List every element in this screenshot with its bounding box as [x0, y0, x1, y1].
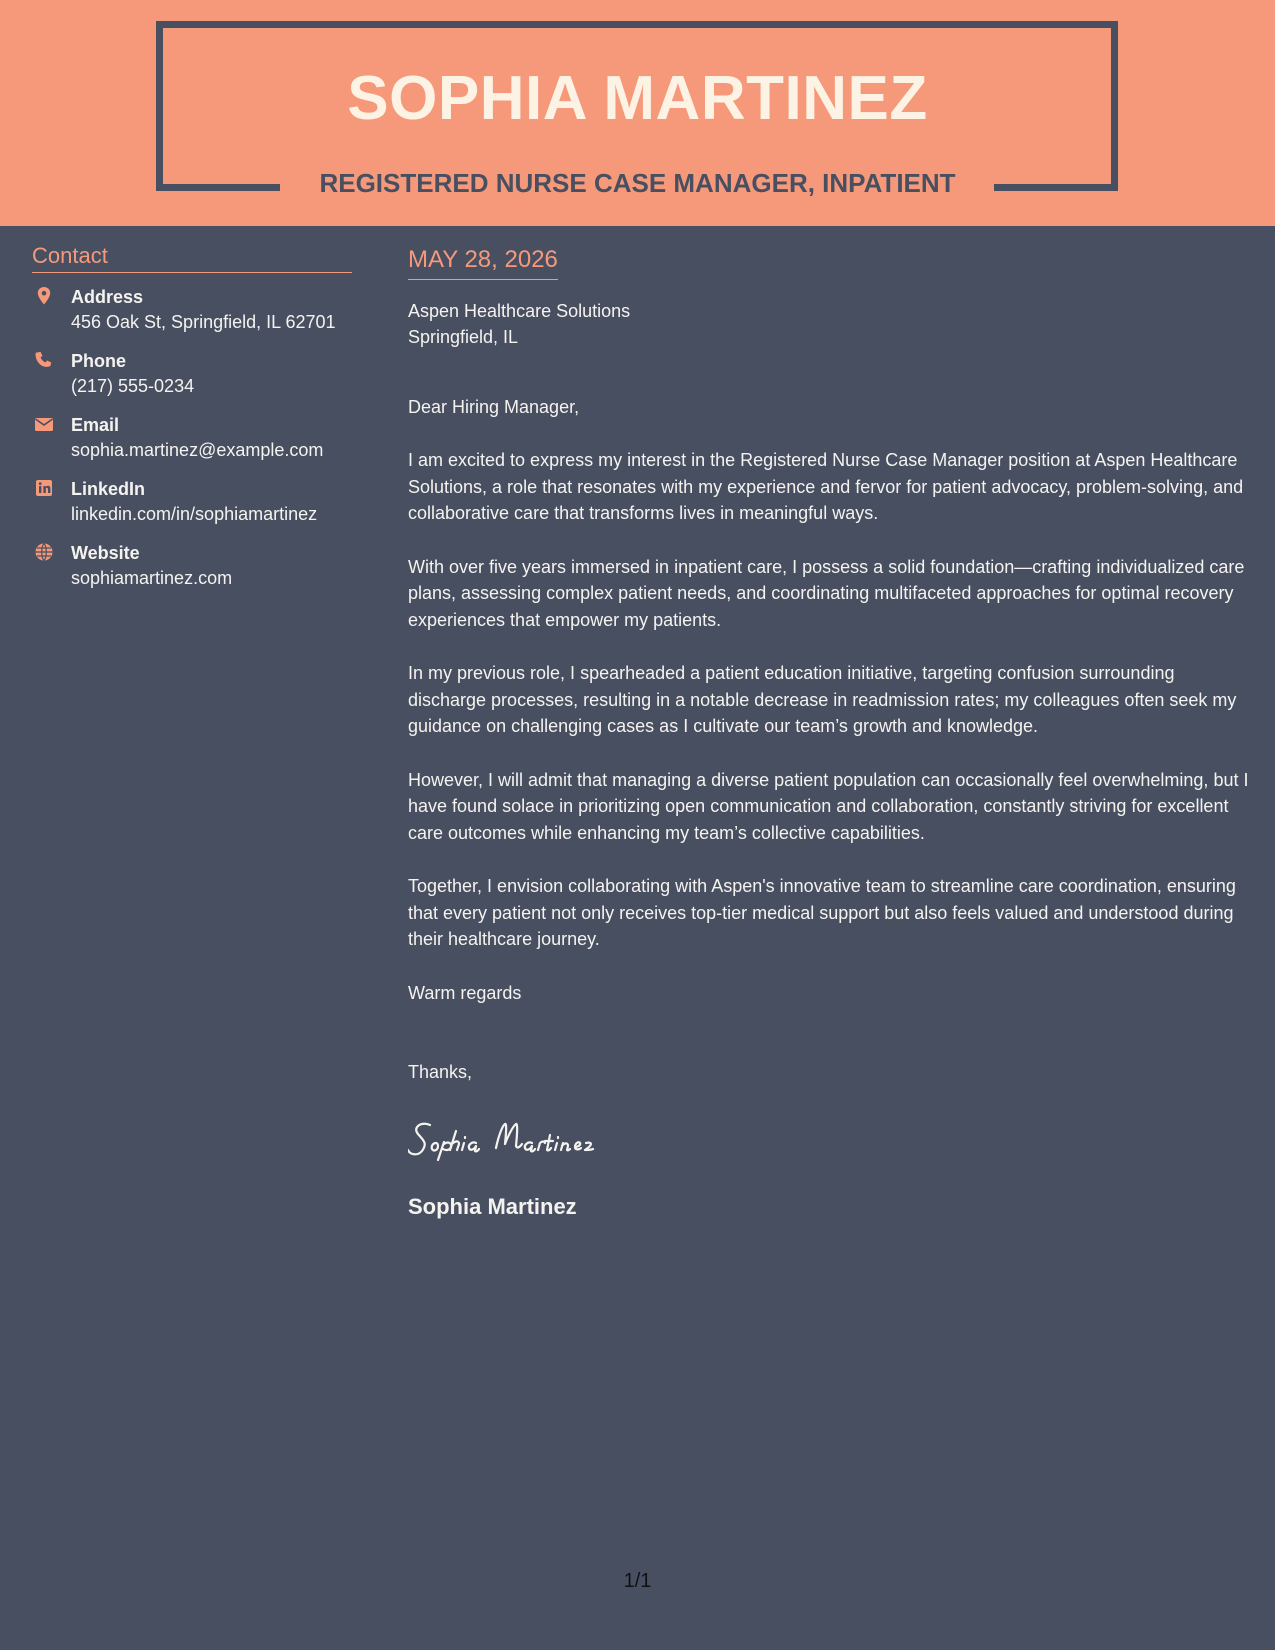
contact-item-address — [32, 285, 352, 335]
signer-name: Sophia Martinez — [408, 1193, 577, 1219]
recipient-company: Aspen Healthcare Solutions — [408, 301, 631, 321]
paragraph: However, I will admit that managing a diverse patient population can occasionally feel overwhelming, but I have found solace in prioritizing open communication and collaboration, constantly striving for excellent care outcomes while enhancing my team’s collective capabilities. — [408, 769, 1249, 843]
job-title: REGISTERED NURSE CASE MANAGER, INPATIENT — [319, 168, 956, 198]
linkedin-icon — [34, 478, 54, 498]
contact-value: (217) 555-0234 — [71, 376, 195, 396]
contact-value: sophiamartinez.com — [71, 568, 233, 588]
closing: Warm regards — [408, 982, 522, 1003]
contact-item-email — [32, 413, 352, 463]
recipient-block — [408, 298, 1253, 350]
candidate-name: SOPHIA MARTINEZ — [347, 64, 928, 133]
contact-item-linkedin — [32, 477, 352, 527]
contact-sidebar — [32, 242, 352, 605]
paragraph: With over five years immersed in inpatient care, I possess a solid foundation—crafting individualized care plans, assessing complex patient needs, and coordinating multifaceted approaches for optimal recovery experiences that empower my patients. — [408, 556, 1245, 630]
thanks-line: Thanks, — [408, 1061, 473, 1082]
envelope-icon — [34, 414, 54, 434]
contact-label: Website — [71, 543, 140, 563]
contact-heading: Contact — [32, 242, 352, 273]
letter-body — [408, 243, 1253, 1221]
paragraph: Together, I envision collaborating with Aspen's innovative team to streamline care coordination, ensuring that every patient not only receives top-tier medical support but also feels valued and understood during their healthcare journey. — [408, 876, 1236, 949]
contact-value: sophia.martinez@example.com — [71, 440, 324, 460]
page-number: 1/1 — [623, 1570, 652, 1592]
phone-icon — [34, 350, 54, 370]
contact-label: Email — [71, 415, 120, 435]
handwritten-signature — [408, 1113, 1253, 1163]
globe-icon — [34, 542, 54, 562]
contact-label: Phone — [71, 351, 127, 371]
contact-value: 456 Oak St, Springfield, IL 62701 — [71, 312, 336, 332]
recipient-location: Springfield, IL — [408, 327, 519, 347]
map-pin-icon — [34, 286, 54, 306]
letter-date: MAY 28, 2026 — [408, 243, 558, 280]
greeting: Dear Hiring Manager, — [408, 397, 580, 417]
contact-item-website — [32, 541, 352, 591]
contact-value: linkedin.com/in/sophiamartinez — [71, 504, 318, 524]
header-banner — [0, 0, 1275, 226]
paragraph: I am excited to express my interest in the Registered Nurse Case Manager position at Aspen Healthcare Solutions, a role that resonates with my experience and fervor for patient advocacy, problem-solving, and collaborative care that transforms lives in meaningful ways. — [408, 450, 1244, 523]
contact-label: Address — [71, 287, 144, 307]
paragraph: In my previous role, I spearheaded a patient education initiative, targeting confusion surrounding discharge processes, resulting in a notable decrease in readmission rates; my colleagues often seek my guidance on challenging cases as I cultivate our team’s growth and knowledge. — [408, 663, 1237, 736]
contact-item-phone — [32, 349, 352, 399]
contact-label: LinkedIn — [71, 479, 146, 499]
